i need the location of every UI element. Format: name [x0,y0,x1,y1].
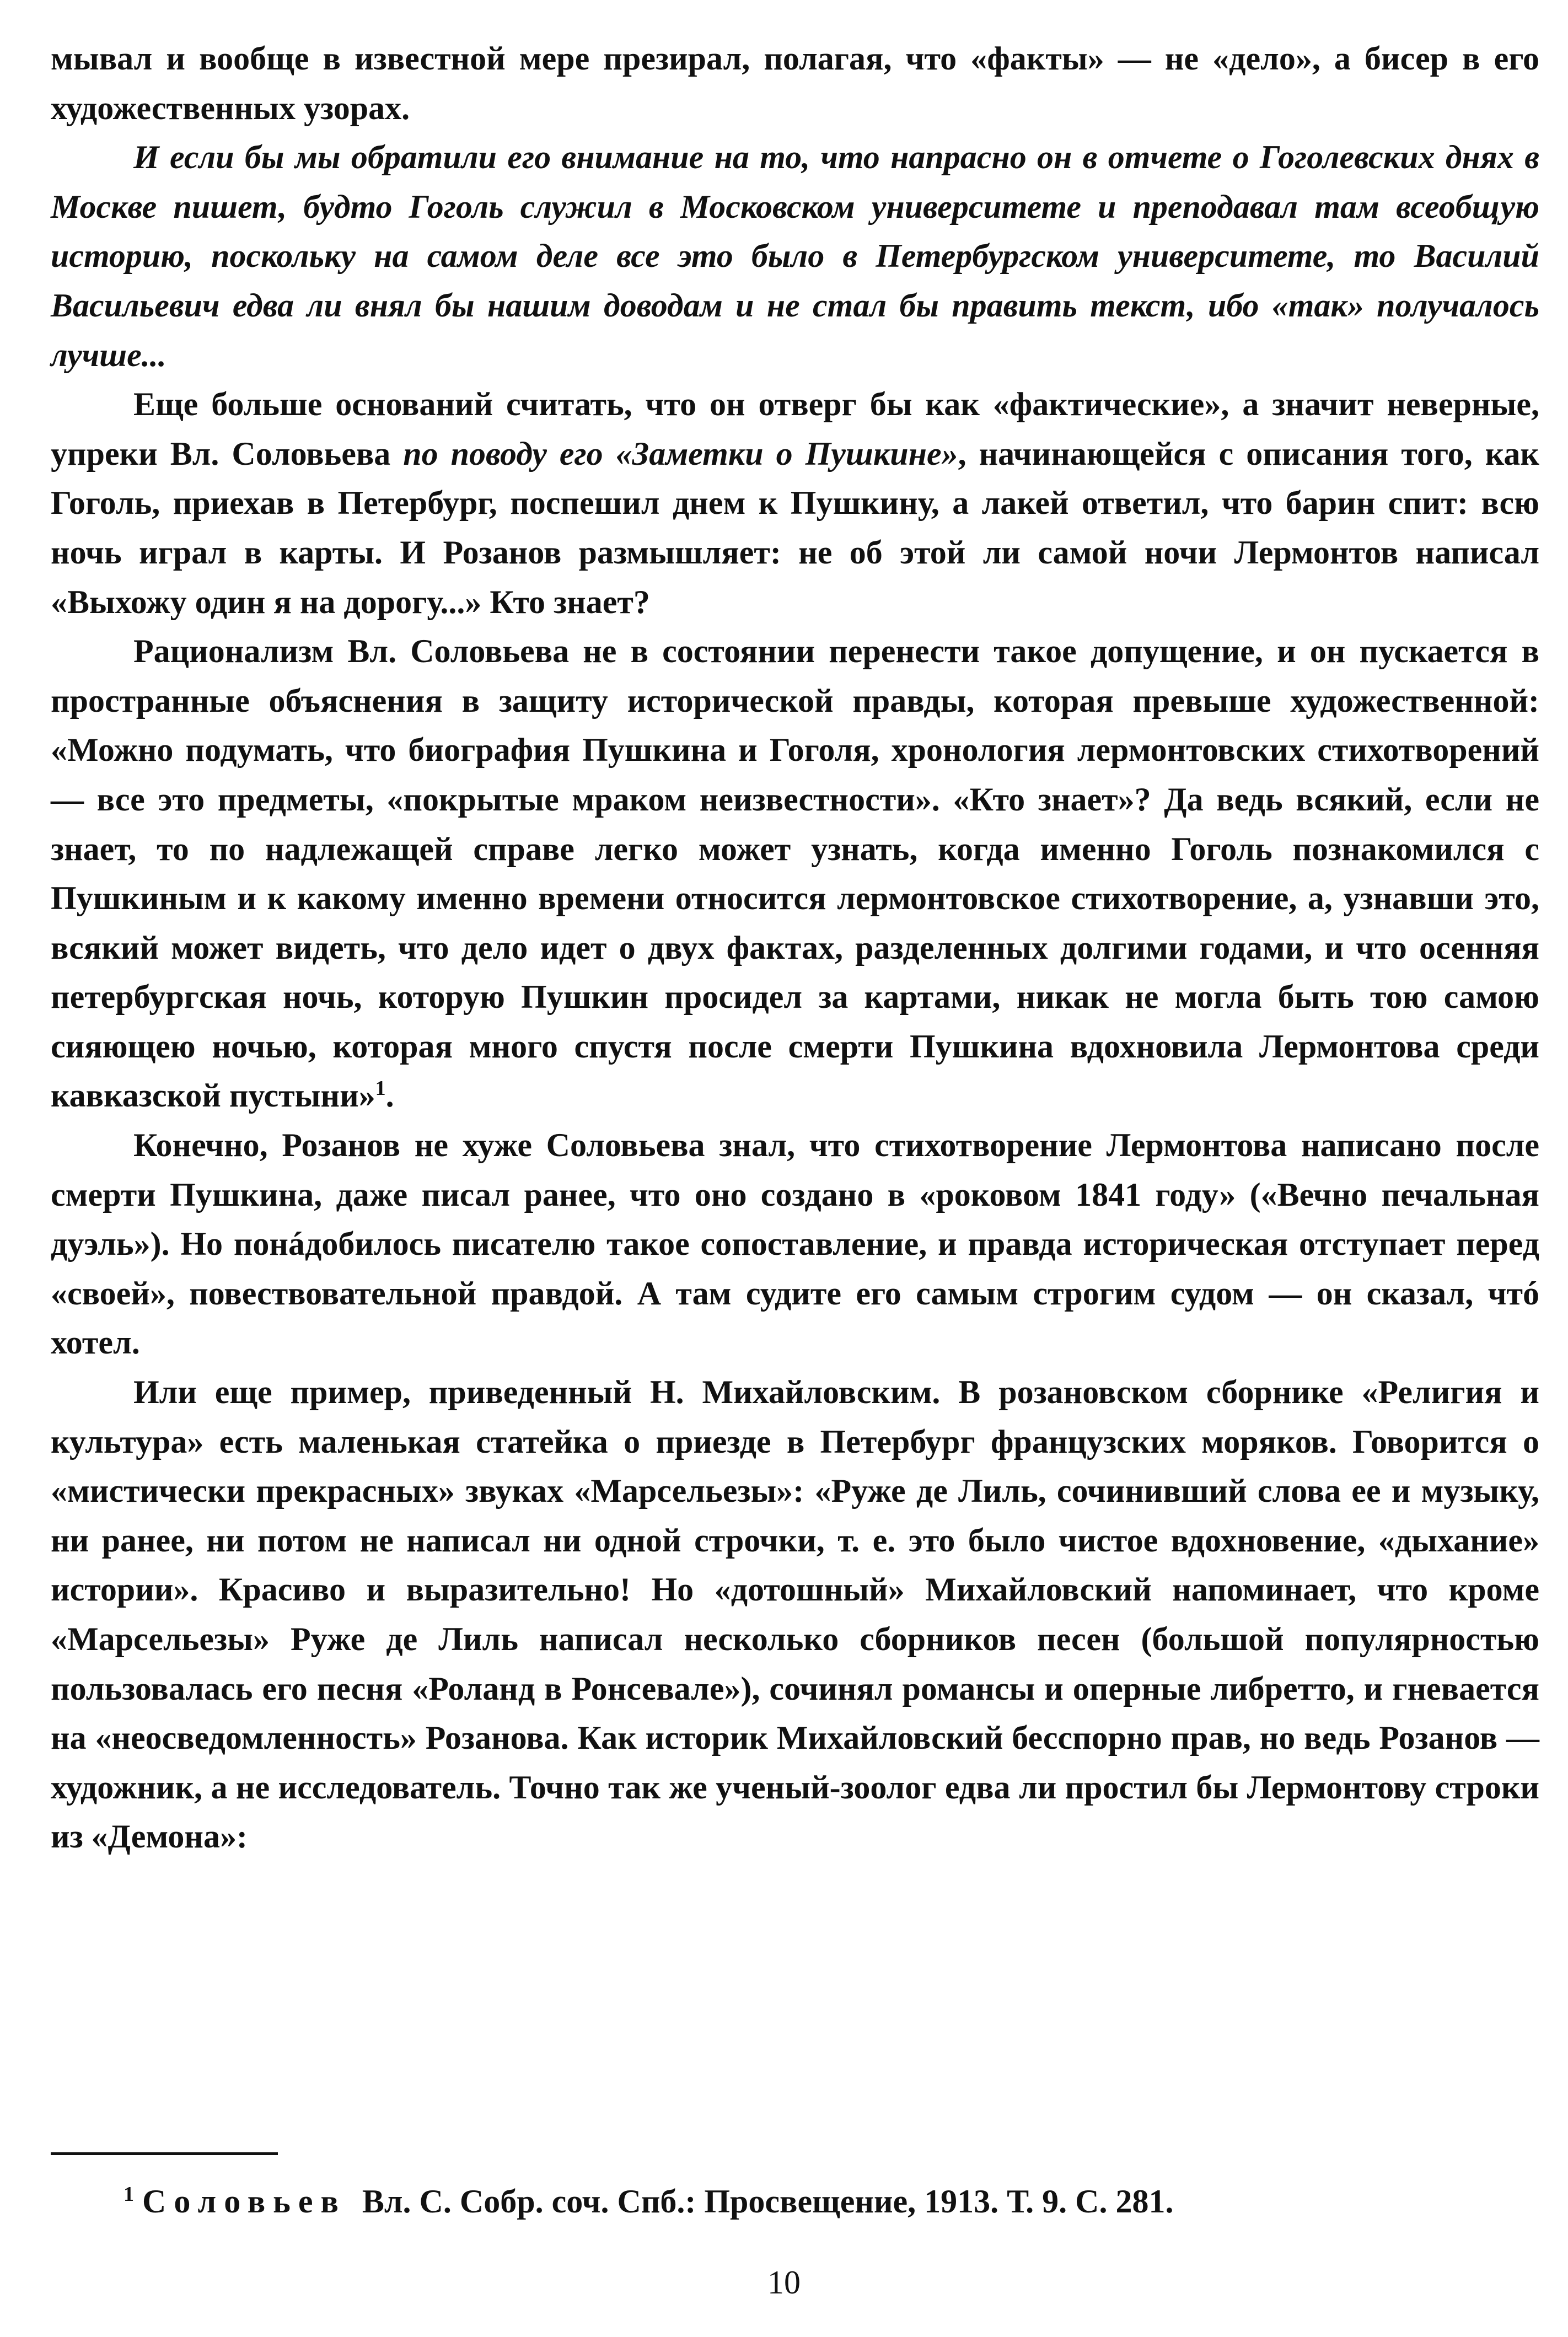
paragraph [51,133,1539,380]
footnote-text: Вл. С. Собр. соч. Спб.: Просвещение, 1913. Т. 9. С. 281. [362,2183,1174,2220]
text-run: Или еще пример, приведенный Н. Михайловским. В розановском сборнике «Религия и культура» есть маленькая статейка о приезде в Петербург французских моряков. Говорится о «мистически прекрасных» звуках «Марсельезы»: «Руже де Лиль, сочинивший слова ее и музыку, ни ранее, ни потом не написал ни одной строчки, т. е. это было чистое вдохновение, «дыхание» истории». Красиво и выразительно! Но «дотошный» Михайловский напоминает, что кроме «Марсельезы» Руже де Лиль написал несколько сборников песен (большой популярностью пользовалась его песня «Роланд в Ронсевале»), сочинял романсы и оперные либретто, и гневается на «неосведомленность» Розанова. Как историк Михайловский бесспорно прав, но ведь Розанов — художник, а не исследователь. Точно так же ученый-зоолог едва ли простил бы Лермонтову строки из «Демона»: [51,1374,1539,1855]
text-run: Рационализм Вл. Соловьева не в состоянии перенести такое допущение, и он пускается в пространные объяснения в защиту исторической правды, которая превыше художественной: «Можно подумать, что биография Пушкина и Гоголя, хронология лермонтовских стихотворений — все это предметы, «покрытые мраком неизвестности». «Кто знает»? Да ведь всякий, если не знает, то по надлежащей справе легко может узнать, когда именно Гоголь познакомился с Пушкиным и к какому именно времени относится лермонтовское стихотворение, а, узнавши это, всякий может видеть, что дело идет о двух фактах, разделенных долгими годами, и что осенняя петербургская ночь, которую Пушкин просидел за картами, никак не могла быть тою самою сияющею ночью, которая много спустя после смерти Пушкина вдохновила Лермонтова среди кавказской пустыни» [51,633,1539,1114]
footnote-marker: 1 [123,2183,134,2206]
page-number: 10 [767,2264,801,2301]
footnote-author: Соловьев [142,2183,346,2220]
page-body [51,34,1539,1862]
paragraph [51,1368,1539,1862]
paragraph [51,1121,1539,1368]
text-run: Конечно, Розанов не хуже Соловьева знал, что стихотворение Лермонтова написано после смерти Пушкина, даже писал ранее, что оно создано в «роковом 1841 году» («Вечно печальная дуэль»). Но понáдобилось писателю такое сопоставление, и правда историческая отступает перед «своей», повествовательной правдой. А там судите его самым строгим судом — он сказал, чтó хотел. [51,1127,1539,1361]
paragraph [51,627,1539,1121]
footnote-reference: 1 [375,1077,386,1100]
text-run: мывал и вообще в известной мере презирал, полагая, что «факты» — не «дело», а бисер в его художественных узорах. [51,40,1539,126]
paragraph [51,34,1539,133]
paragraph [51,380,1539,627]
italic-text: по поводу его «Заметки о Пушкине» [403,435,958,472]
italic-text: И если бы мы обратили его внимание на то, что напрасно он в отчете о Гоголевских днях в Москве пишет, будто Гоголь служил в Московском университете и преподавал там всеобщую историю, поскольку на самом деле все это было в Петербургском университете, то Василий Васильевич едва ли внял бы нашим доводам и не стал бы править текст, ибо «так» получалось лучше... [51,139,1539,373]
text-run: . [385,1077,394,1114]
text-run: , начинающейся с описания того, как Гоголь, приехав в Петербург, поспешил днем к Пушкину, а лакей ответил, что барин спит: всю ночь играл в карты. И Розанов размышляет: не об этой ли самой ночи Лермонтов написал «Выхожу один я на дорогу...» Кто знает? [51,435,1539,620]
text-run: Еще больше оснований считать, что он отверг бы как «фактические», а значит неверные, упреки Вл. Соловьева [51,386,1539,472]
footnote [123,2177,1535,2226]
footnote-separator [51,2152,278,2155]
